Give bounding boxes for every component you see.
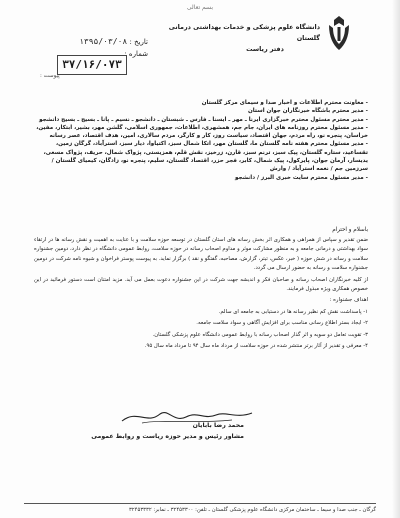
recipient-item: - مدیر محترم باشگاه خبرنگاران جوان استان: [248, 108, 368, 115]
letter-body: [34, 236, 368, 353]
recipient-item: - مدیر مسئول محترم سایت خبری البرز / دانشجو: [234, 174, 368, 181]
signer-title: مشاور رئیس و مدیر حوزه ریاست و روابط عمومی: [91, 433, 244, 440]
recipient-item: - مدیر مسئول محترم هفته نامه گلستان ما، گلستان مهر، اتکا شمال سبز، اکتیاوا، دیار سبز، استرآباد، گرگان زمین، تقساعید، ستاره گلستان، پیک سبز، ترنم سبز، قارن، زرخیز، نقش قلم، همزیستی، پژواک شمال، حریف، پژواک مسعی، یدیسار، آرمان جوان، پایرکول، پیک شمال، کابر، فجر حزر، اقتصاد گلستان، سلیم، پنجره نو، زادگان، کیمیای گلستان / سرزمین جم / نغمه استرآباد / وارش: [43, 141, 368, 173]
organization-header: [150, 22, 320, 55]
body-paragraph: از کلیه خبرنگاران اصحاب رسانه و صاحبان فکر و اندیشه جهت شرکت در این جشنواره دعوت بعمل می آید. مزید امتنان است دستور فرمائید در این خصوص همکاری ویژه مبذول فرمایند.: [34, 276, 368, 293]
organization-name: دانشگاه علوم پزشکی و خدمات بهداشتی درمانی گلستان: [168, 23, 320, 42]
date-value: ۱۳۹۵/۰۳/۰۸: [79, 37, 128, 46]
office-name: دفتر ریاست: [246, 45, 284, 53]
goal-item: ۱- پاسداشت نقش کم نظیر رسانه ها در دستیابی به جامعه ای سالم.: [218, 308, 368, 315]
date-row: [38, 36, 148, 48]
greeting: باسلام و احترام: [332, 227, 368, 233]
goal-item: ۴- معرفی و تقدیر از آثار برتر منتشر شده در حوزه سلامت از مرداد ماه سال ۹۴ تا مرداد ماه سال ۹۵.: [144, 343, 368, 350]
signer-block: [84, 420, 244, 442]
footer-address: گرگان ـ جنب صدا و سیما ـ ساختمان مرکزی دانشگاه علوم پزشکی گلستان ـ تلفن: ۳۲۴۵۳۳۰۰ ـ نمابر: ۳۲۴۵۳۳۳۲: [24, 503, 376, 518]
bismillah-text: بسم تعالی: [186, 4, 214, 11]
goals-title: اهداف جشنواره :: [329, 297, 368, 304]
scan-edge-shadow: [392, 0, 400, 518]
date-label: تاریخ :: [129, 38, 148, 46]
recipients-list: [34, 99, 368, 182]
recipient-item: - مدیر مسئول محترم روزنامه های ایران، جام جم، همشهری، اطلاعات، جمهوری اسلامی، گلشن مهر، بشیر، ابتکار، مفین، خراسان، پنجره نو، راه مردم، جهان اقتصاد، سیاست روز، کار و کارگر، مردم سالاری، امین، هدف اقتصاد، عصر رسانه: [36, 124, 368, 140]
university-logo-icon: [325, 15, 353, 51]
number-label: شماره :: [124, 50, 148, 58]
recipient-item: - مدیر محترم مسئول محترم خبرگزاری ایرنا ـ مهر ـ ایسنا ـ فارس ـ شبستان ـ دانشجو ـ نسیم ـ پانا ـ بسیج ـ بسیج دانشجو: [39, 116, 368, 123]
recipient-item: - معاونت محترم اطلاعات و اخبار صدا و سیمای مرکز گلستان: [201, 100, 368, 106]
goal-item: ۲- ایجاد بستر اطلاع رسانی مناسب برای افزایش آگاهی و سواد سلامت جامعه.: [196, 320, 368, 327]
letter-number-value: ۳۷/۱۶/۰۷۳: [57, 55, 127, 75]
body-paragraph: ضمن تقدیر و سپاس از همراهی و همکاری اثر بخش رسانه های استان گلستان در توسعه حوزه سلامت و با عنایت به اهمیت و نقش رسانه ها در ارتقاء سواد بهداشتی و درمانی جامعه و به منظور مشارکت موثر و مداوم اصحاب رسانه در حوزه سلامت، روابط عمومی دانشگاه در نظر دارد، دومین جشنواره سلامت و رسانه در شش حوزه ( خبر، عکس، تیتر، گزارش، مصاحبه، گفتگو و نقد ) برگزار نماید. به پیوست پوستر فراخوان و شیوه نامه شرکت در دومین جشنواره سلامت و رسانه به حضور ارسال می گردد.: [34, 237, 368, 272]
attachment-label: پیوست :: [40, 73, 60, 79]
signer-name: محمد رضا بابایان: [192, 422, 244, 429]
goal-item: ۳- تقویت تعامل دو سویه و اثر گذار اصحاب رسانه با روابط عمومی دانشگاه علوم پزشکی گلستان.: [152, 331, 368, 338]
